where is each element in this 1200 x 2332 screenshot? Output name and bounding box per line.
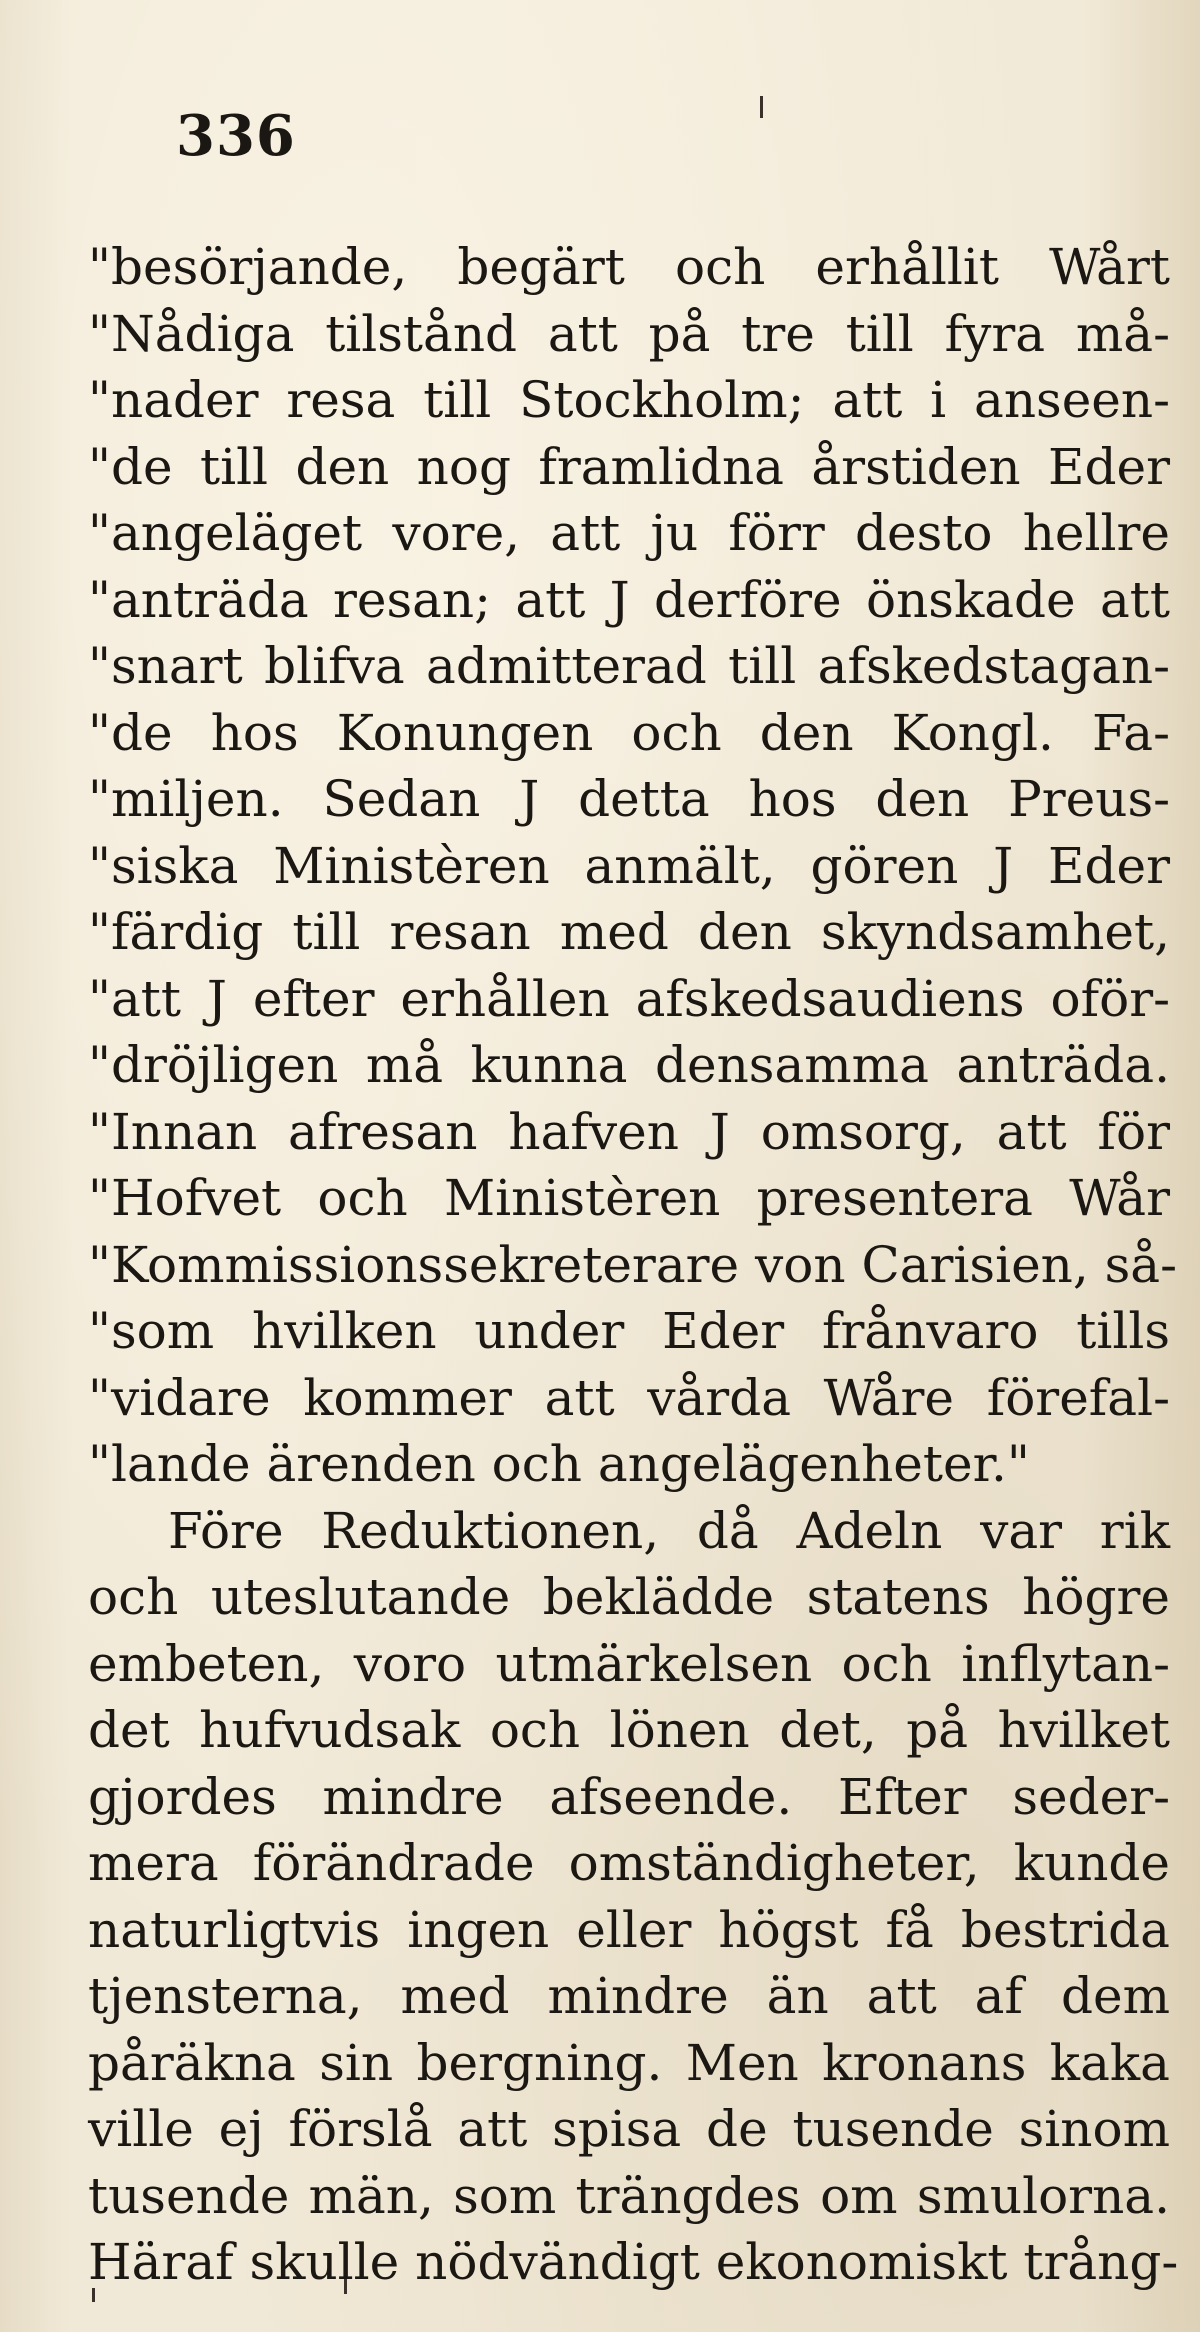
text-line: "färdig till resan med den skyndsamhet, bbox=[88, 903, 1170, 961]
text-line: "vidare kommer att vårda Wåre förefal- bbox=[88, 1368, 1170, 1427]
text-line: Häraf skulle nödvändigt ekonomiskt trång- bbox=[88, 2233, 1179, 2291]
text-line: "Kommissionssekreterare von Carisien, så- bbox=[88, 1235, 1178, 1294]
text-line: mera förändrade omständigheter, kunde bbox=[88, 1834, 1170, 1892]
text-line: "miljen. Sedan J detta hos den Preus- bbox=[88, 770, 1170, 828]
text-line: "att J efter erhållen afskedsaudiens oför- bbox=[88, 969, 1170, 1028]
text-line: "Innan afresan hafven J omsorg, att för bbox=[88, 1102, 1170, 1161]
text-line: "Nådiga tilstånd att på tre till fyra må- bbox=[88, 304, 1170, 363]
text-line: embeten, voro utmärkelsen och inflytan- bbox=[88, 1634, 1170, 1693]
text-line: "som hvilken under Eder frånvaro tills bbox=[88, 1302, 1170, 1360]
text-line: och uteslutande beklädde statens högre bbox=[88, 1568, 1170, 1626]
text-line: "de hos Konungen och den Kongl. Fa- bbox=[88, 703, 1170, 762]
text-line: "dröjligen må kunna densamma anträda. bbox=[88, 1036, 1170, 1094]
text-line: gjordes mindre afseende. Efter seder- bbox=[88, 1767, 1170, 1826]
page-number: 336 bbox=[176, 103, 296, 169]
text-line: det hufvudsak och lönen det, på hvilket bbox=[88, 1701, 1170, 1759]
body-text bbox=[88, 234, 1179, 2296]
print-speck bbox=[760, 96, 763, 118]
text-line: "nader resa till Stockholm; att i anseen- bbox=[88, 371, 1170, 429]
text-line: tjensterna, med mindre än att af dem bbox=[88, 1967, 1170, 2025]
text-line: "besörjande, begärt och erhållit Wårt bbox=[88, 238, 1170, 296]
text-line: påräkna sin bergning. Men kronans kaka bbox=[88, 2033, 1170, 2092]
text-line: "Hofvet och Ministèren presentera Wår bbox=[88, 1169, 1170, 1227]
text-line: tusende män, som trängdes om smulorna. bbox=[88, 2166, 1170, 2225]
text-line: "snart blifva admitterad till afskedstagan- bbox=[88, 637, 1170, 695]
text-line: "angeläget vore, att ju förr desto hellre bbox=[88, 504, 1170, 562]
text-line: "anträda resan; att J derföre önskade att bbox=[88, 570, 1170, 629]
paragraph-start-line: Före Reduktionen, då Adeln var rik bbox=[168, 1501, 1170, 1560]
text-line: "de till den nog framlidna årstiden Eder bbox=[88, 437, 1170, 496]
text-line: ville ej förslå att spisa de tusende sinom bbox=[88, 2100, 1170, 2158]
text-line: naturligtvis ingen eller högst få bestrida bbox=[88, 1900, 1170, 1959]
text-line: "lande ärenden och angelägenheter." bbox=[88, 1435, 1030, 1493]
text-line: "siska Ministèren anmält, gören J Eder bbox=[88, 836, 1170, 895]
